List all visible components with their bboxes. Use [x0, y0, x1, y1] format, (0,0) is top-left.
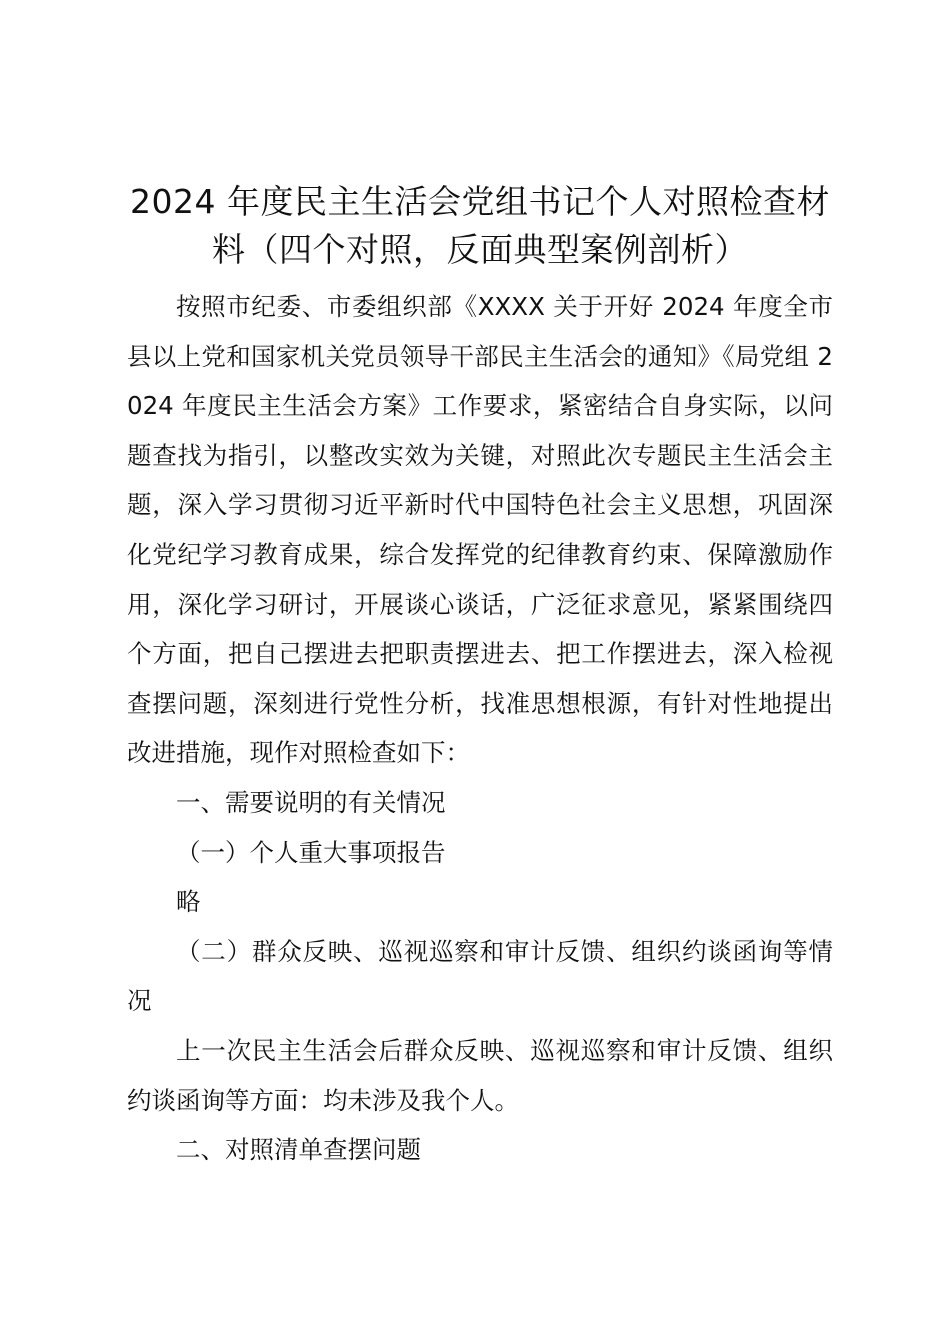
section-heading-2: 二、对照清单查摆问题 — [176, 1135, 421, 1165]
section-heading-1: 一、需要说明的有关情况 — [176, 787, 446, 817]
subsection-body-2: 上一次民主生活会后群众反映、巡视巡察和审计反馈、组织约谈函询等方面：均未涉及我个人。 — [127, 1035, 833, 1115]
document-body — [127, 178, 833, 1175]
intro-paragraph: 按照市纪委、市委组织部《XXXX 关于开好 2024 年度全市县以上党和国家机关党员领导干部民主生活会的通知》《局党组 2024 年度民主生活会方案》工作要求，紧密结合自身实际，以问题查找为指引，以整改实效为关键，对照此次专题民主生活会主题，深入学习贯彻习近平新时代中国特色社会主义思想，巩固深化党纪学习教育成果，综合发挥党的纪律教育约束、保障激励作用，深化学习研讨，开展谈心谈话，广泛征求意见，紧紧围绕四个方面，把自己摆进去把职责摆进去、把工作摆进去，深入检视查摆问题，深刻进行党性分析，找准思想根源，有针对性地提出改进措施，现作对照检查如下： — [127, 292, 833, 768]
document-title: 2024 年度民主生活会党组书记个人对照检查材料（四个对照，反面典型案例剖析） — [130, 182, 830, 269]
subsection-heading-2: （二）群众反映、巡视巡察和审计反馈、组织约谈函询等情况 — [127, 936, 833, 1016]
subsection-body-1: 略 — [176, 887, 201, 917]
subsection-heading-1: （一）个人重大事项报告 — [176, 837, 446, 867]
